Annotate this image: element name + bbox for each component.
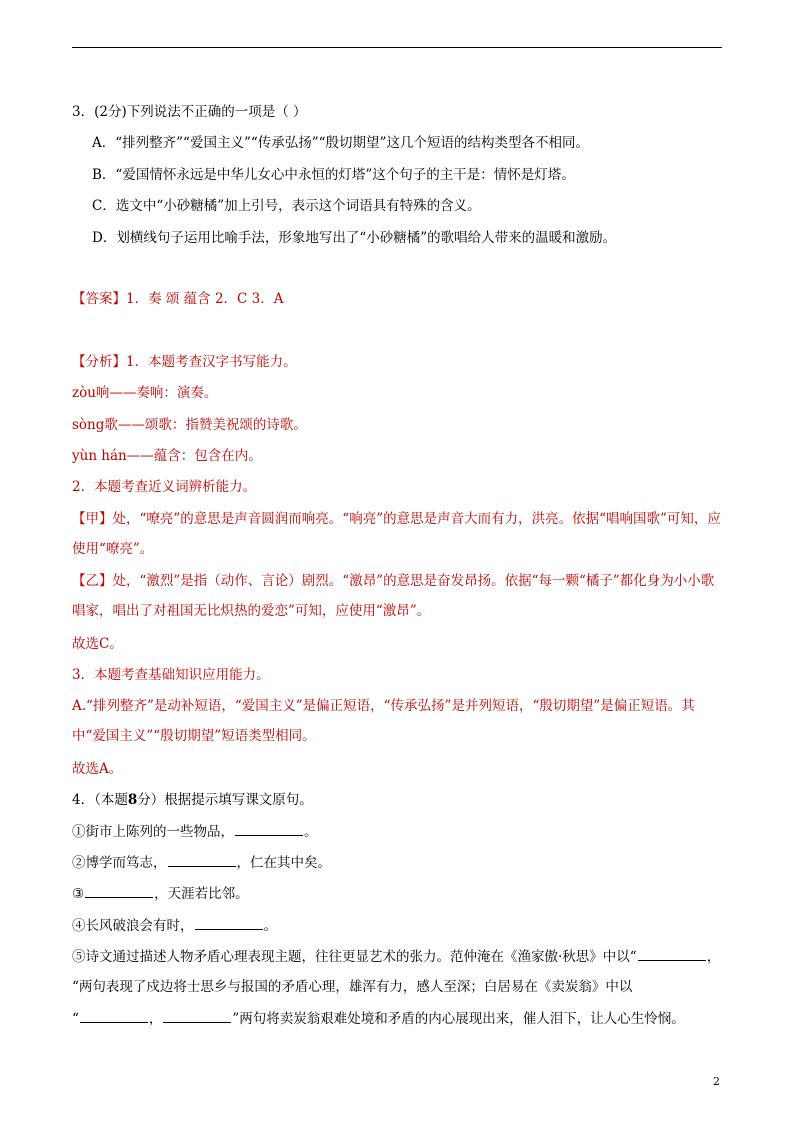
- question-3-option-a: A．“排列整齐”“爱国主义”“传承弘扬”“殷切期望”这几个短语的结构类型各不相同。: [92, 135, 589, 151]
- analysis-p9: 3．本题考查基础知识应用能力。: [72, 667, 270, 683]
- item-3-text: ③: [72, 886, 85, 902]
- fill-blank: [638, 947, 706, 961]
- item-4-end: 。: [263, 918, 277, 934]
- question-3-option-c: C．选文中“小砂糖橘”加上引号，表示这个词语具有特殊的含义。: [92, 198, 481, 214]
- fill-blank: [235, 822, 303, 836]
- analysis-p1: 1．本题考查汉字书写能力。: [126, 354, 297, 370]
- item-1-end: 。: [304, 824, 318, 840]
- question-4-item-5-line-1: [72, 947, 720, 966]
- page-number: 2: [713, 1075, 720, 1088]
- analysis-p2: zòu响——奏响：演奏。: [72, 385, 218, 401]
- analysis-p11: 故选A。: [72, 761, 123, 777]
- question-3-option-d: D．划横线句子运用比喻手法，形象地写出了“小砂糖橘”的歌唱给人带来的温暖和激励。: [92, 230, 617, 246]
- question-4-item-2: [72, 853, 331, 872]
- item-5-text-a: ⑤诗文通过描述人物矛盾心理表现主题，往往更显艺术的张力。范仲淹在《渔家傲·秋思》中以“: [72, 949, 637, 965]
- question-3-option-b: B．“爱国情怀永远是中华儿女心中永恒的灯塔”这个句子的主干是：情怀是灯塔。: [92, 167, 575, 183]
- fill-blank: [168, 853, 236, 867]
- analysis-p3: sòng歌——颂歌：指赞美祝颂的诗歌。: [72, 417, 307, 433]
- question-4-score: 8: [127, 792, 138, 808]
- item-2-text: ②博学而笃志，: [72, 855, 167, 871]
- analysis-p8: 故选C。: [72, 636, 123, 652]
- analysis-p5: 2．本题考查近义词辨析能力。: [72, 479, 257, 495]
- question-4-item-3: [72, 884, 249, 903]
- analysis-p6: 【甲】处，“嘹亮”的意思是声音圆润而响亮。“响亮”的意思是声音大而有力，洪亮。依据“唱响国歌”可知，应使用“嘹亮”。: [72, 511, 721, 557]
- item-5-text-b: ，: [706, 949, 721, 965]
- question-4-item-4: [72, 916, 277, 935]
- fill-blank: [195, 916, 263, 930]
- question-4-stem: [72, 791, 313, 809]
- item-5-text-e: ，: [148, 1011, 163, 1027]
- fill-blank: [85, 884, 153, 898]
- item-5-text-d: “: [72, 1011, 79, 1027]
- item-5-text-f: ”两句将卖炭翁艰难处境和矛盾的内心展现出来，催人泪下，让人心生怜悯。: [232, 1011, 685, 1027]
- question-4-item-5-line-2: “两句表现了戍边将士思乡与报国的矛盾心理，雄浑有力，感人至深；白居易在《卖炭翁》中以: [72, 979, 633, 995]
- answer-label: 【答案】: [72, 291, 126, 307]
- question-4-suffix: 分）根据提示填写课文原句。: [137, 792, 313, 808]
- analysis-p10: A.“排列整齐”是动补短语，“爱国主义”是偏正短语，“传承弘扬”是并列短语，“殷切期望”是偏正短语。其中“爱国主义”“殷切期望”短语类型相同。: [72, 698, 695, 744]
- answer-text: 1．奏 颂 蕴含 2．C 3．A: [126, 291, 284, 307]
- analysis-intro: [72, 353, 297, 371]
- question-4-prefix: 4．（本题: [72, 792, 128, 808]
- analysis-p7: 【乙】处，“激烈”是指（动作、言论）剧烈。“激昂”的意思是奋发昂扬。依据“每一颗“橘子”都化身为小小歌唱家，唱出了对祖国无比炽热的爱恋”可知，应使用“激昂”。: [72, 573, 715, 619]
- item-3-end: ，天涯若比邻。: [154, 886, 249, 902]
- item-2-end: ，仁在其中矣。: [236, 855, 331, 871]
- analysis-label: 【分析】: [72, 354, 126, 370]
- question-3-stem: 3．(2分)下列说法不正确的一项是（ ）: [72, 104, 307, 120]
- answer-line: [72, 290, 284, 308]
- item-4-text: ④长风破浪会有时，: [72, 918, 194, 934]
- fill-blank: [80, 1009, 148, 1023]
- question-4-item-1: [72, 822, 318, 841]
- header-rule: [72, 47, 722, 48]
- question-4-item-5-line-3: [72, 1009, 685, 1028]
- item-1-text: ①街市上陈列的一些物品，: [72, 824, 234, 840]
- fill-blank: [163, 1009, 231, 1023]
- analysis-p4: yùn hán——蕴含：包含在内。: [72, 448, 262, 464]
